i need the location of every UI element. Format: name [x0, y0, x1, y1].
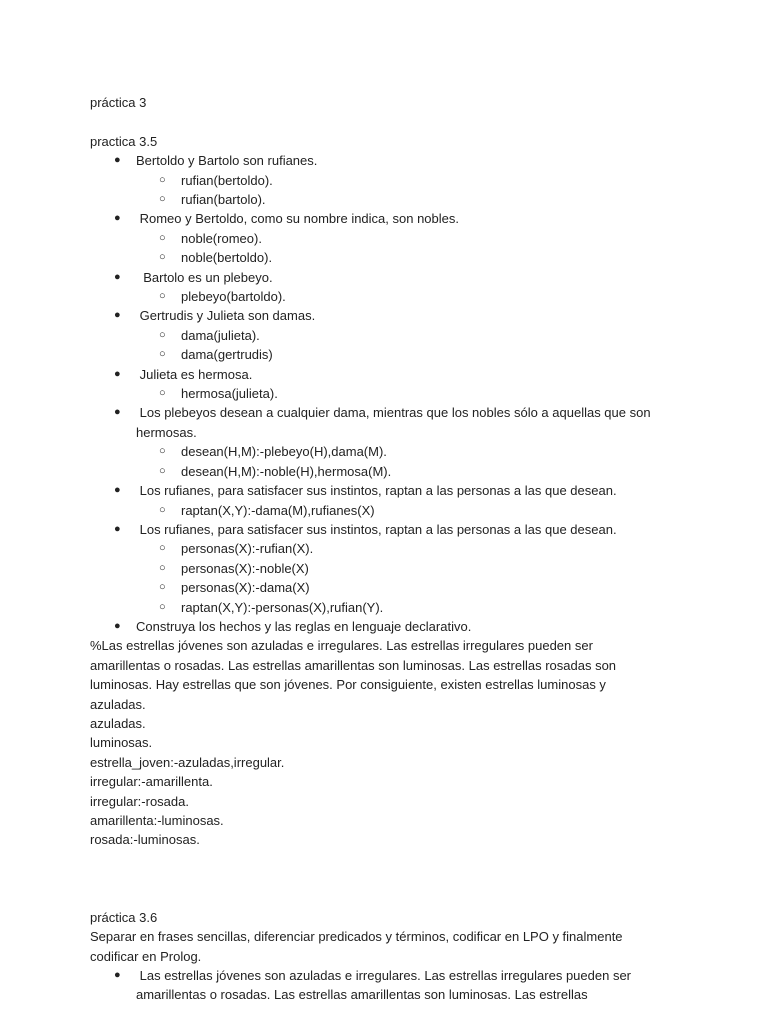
section-3-5-title: practica 3.5 [90, 133, 158, 149]
list-item [90, 365, 616, 404]
sub-list-item-text: personas(X):-rufian(X). [181, 541, 314, 557]
sub-list-item-text: desean(H,M):-noble(H),hermosa(M). [181, 463, 392, 479]
list-item-text: Romeo y Bertoldo, como su nombre indica, son nobles. [136, 211, 460, 227]
sub-list-item [136, 326, 616, 345]
bullet-icon: ● [114, 484, 121, 497]
sub-list-item [136, 462, 658, 481]
circle-bullet-icon: ○ [159, 542, 166, 555]
sub-list-item [136, 501, 666, 520]
list-item [90, 306, 616, 364]
sub-list-item [136, 171, 616, 190]
sub-list-item-text: hermosa(julieta). [181, 386, 278, 402]
list-item [90, 151, 616, 209]
circle-bullet-icon: ○ [159, 173, 166, 186]
section-3-6-list [90, 966, 670, 1005]
section-3-6-title: práctica 3.6 [90, 909, 158, 925]
section-3-5-list [90, 151, 670, 636]
circle-bullet-icon: ○ [159, 445, 166, 458]
list-item [90, 268, 616, 307]
list-item [90, 403, 658, 481]
list-item-text: Julieta es hermosa. [136, 366, 253, 382]
sub-list [136, 384, 616, 403]
sub-list-item [136, 442, 658, 461]
circle-bullet-icon: ○ [159, 561, 166, 574]
code-line: irregular:-amarillenta. [90, 774, 213, 790]
circle-bullet-icon: ○ [159, 600, 166, 613]
bullet-icon: ● [114, 367, 121, 380]
list-item [90, 966, 646, 1005]
circle-bullet-icon: ○ [159, 193, 166, 206]
list-item-text: Gertrudis y Julieta son damas. [136, 308, 316, 324]
code-line: amarillenta:-luminosas. [90, 813, 224, 829]
circle-bullet-icon: ○ [159, 464, 166, 477]
sub-list [136, 287, 616, 306]
code-line: azuladas. [90, 715, 146, 731]
sub-list-item [136, 248, 616, 267]
section-3-6-intro: Separar en frases sencillas, diferenciar predicados y términos, codificar en LPO y finalmente codificar en Prolog. [90, 929, 623, 964]
bullet-icon: ● [114, 969, 121, 982]
sub-list-item [136, 345, 616, 364]
list-item-text: Bertoldo y Bartolo son rufianes. [136, 153, 318, 169]
sub-list [136, 326, 616, 365]
circle-bullet-icon: ○ [159, 387, 166, 400]
circle-bullet-icon: ○ [159, 503, 166, 516]
sub-list-item-text: rufian(bertoldo). [181, 172, 273, 188]
list-item-text: Las estrellas jóvenes son azuladas e irregulares. Las estrellas irregulares pueden ser amarillentas o rosadas. Las estrellas amarillentas son luminosas. Las estrellas [136, 968, 635, 1003]
document-page [90, 93, 670, 1005]
circle-bullet-icon: ○ [159, 231, 166, 244]
bullet-icon: ● [114, 309, 121, 322]
list-item [90, 481, 666, 520]
list-item-text: Los rufianes, para satisfacer sus instintos, raptan a las personas a las que desean. [136, 483, 617, 499]
bullet-icon: ● [114, 212, 121, 225]
sub-list-item-text: noble(romeo). [181, 230, 262, 246]
code-line: luminosas. [90, 735, 153, 751]
sub-list [136, 442, 658, 481]
code-line: irregular:-rosada. [90, 793, 189, 809]
bullet-icon: ● [114, 619, 121, 632]
sub-list-item [136, 287, 616, 306]
sub-list [136, 229, 616, 268]
sub-list-item-text: raptan(X,Y):-personas(X),rufian(Y). [181, 599, 384, 615]
circle-bullet-icon: ○ [159, 581, 166, 594]
list-item [90, 209, 616, 267]
sub-list [136, 171, 616, 210]
doc-title: práctica 3 [90, 95, 147, 110]
circle-bullet-icon: ○ [159, 348, 166, 361]
sub-list-item-text: personas(X):-noble(X) [181, 560, 309, 576]
sub-list-item [136, 578, 666, 597]
list-item-text: Los rufianes, para satisfacer sus instintos, raptan a las personas a las que desean. [136, 521, 617, 537]
list-item-text: Los plebeyos desean a cualquier dama, mientras que los nobles sólo a aquellas que son hermosas. [136, 405, 655, 440]
code-line: estrella_joven:-azuladas,irregular. [90, 754, 285, 770]
circle-bullet-icon: ○ [159, 290, 166, 303]
bullet-icon: ● [114, 522, 121, 535]
sub-list-item-text: plebeyo(bartoldo). [181, 289, 286, 305]
circle-bullet-icon: ○ [159, 328, 166, 341]
bullet-icon: ● [114, 154, 121, 167]
code-line: rosada:-luminosas. [90, 832, 200, 848]
sub-list [136, 539, 666, 617]
sub-list-item [136, 539, 666, 558]
list-item-text: Construya los hechos y las reglas en lenguaje declarativo. [136, 618, 472, 634]
sub-list-item [136, 559, 666, 578]
sub-list-item [136, 229, 616, 248]
sub-list-item-text: personas(X):-dama(X) [181, 580, 310, 596]
list-item [90, 617, 616, 636]
sub-list-item-text: dama(gertrudis) [181, 347, 273, 363]
sub-list-item [136, 384, 616, 403]
bullet-icon: ● [114, 270, 121, 283]
sub-list-item-text: noble(bertoldo). [181, 250, 273, 266]
list-item-text: Bartolo es un plebeyo. [136, 269, 273, 285]
sub-list-item [136, 190, 616, 209]
sub-list-item-text: rufian(bartolo). [181, 192, 266, 208]
sub-list-item [136, 598, 666, 617]
circle-bullet-icon: ○ [159, 251, 166, 264]
sub-list-item-text: raptan(X,Y):-dama(M),rufianes(X) [181, 502, 375, 518]
bullet-icon: ● [114, 406, 121, 419]
sub-list-item-text: desean(H,M):-plebeyo(H),dama(M). [181, 444, 387, 460]
sub-list [136, 501, 666, 520]
list-item [90, 520, 666, 617]
sub-list-item-text: dama(julieta). [181, 327, 260, 343]
paragraph: %Las estrellas jóvenes son azuladas e irregulares. Las estrellas irregulares pueden ser amarillentas o rosadas. Las estrellas amarillentas son luminosas. Las estrellas rosadas son luminosas. Hay estrellas que son jóvenes. Por consiguiente, existen estrellas luminosas y azuladas. [90, 638, 617, 712]
